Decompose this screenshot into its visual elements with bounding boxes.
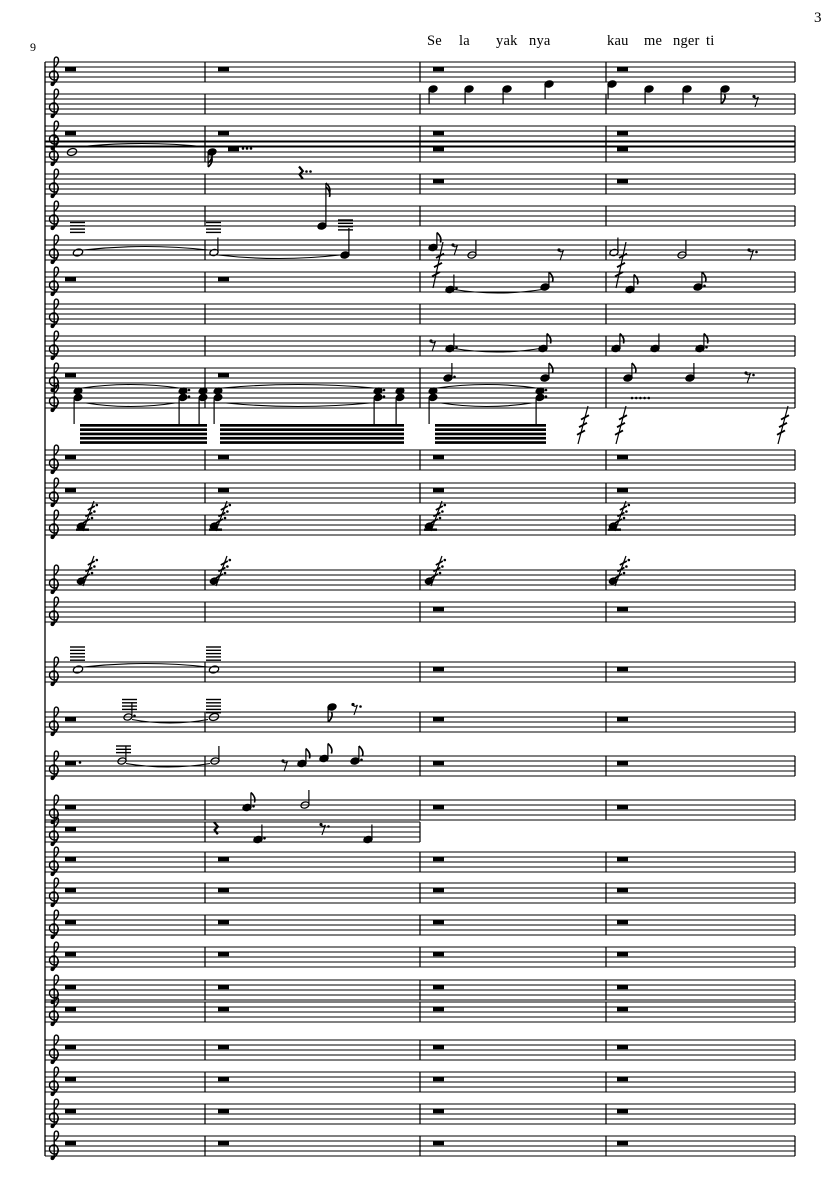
staff-9	[45, 299, 795, 328]
staff-17	[45, 597, 795, 626]
staff-29	[45, 1035, 795, 1064]
staff-13	[45, 445, 795, 474]
staff-2	[45, 80, 795, 118]
staff-24	[45, 878, 795, 907]
staff-19	[45, 700, 795, 737]
lyric-syllable: la	[459, 33, 470, 49]
staff-28	[45, 997, 795, 1026]
staff-27	[45, 975, 795, 1004]
staff-18	[45, 647, 795, 686]
staff-16	[45, 556, 795, 594]
staff-14	[45, 478, 795, 507]
staff-32	[45, 1131, 795, 1160]
staff-5	[45, 167, 795, 199]
lyric-syllable: me	[644, 33, 663, 49]
staff-22	[45, 817, 420, 846]
staff-21	[45, 790, 795, 824]
lyric-syllable: yak	[496, 33, 518, 49]
lyric-syllable: nya	[529, 33, 551, 49]
page-number: 3	[814, 10, 822, 26]
lyric-syllable: ti	[706, 33, 715, 49]
staff-31	[45, 1099, 795, 1128]
lyric-syllable: nger	[673, 33, 700, 49]
staff-7	[45, 220, 795, 264]
staff-26	[45, 942, 795, 971]
staff-20	[45, 744, 795, 781]
lyric-syllable: kau	[607, 33, 629, 49]
staff-25	[45, 910, 795, 939]
staff-4	[45, 137, 795, 167]
lyric-syllable: Se	[427, 33, 442, 49]
staff-1	[45, 57, 795, 86]
staff-12	[45, 383, 795, 444]
staff-15	[45, 501, 795, 539]
staff-10	[45, 331, 795, 360]
staff-23	[45, 847, 795, 876]
staff-30	[45, 1067, 795, 1096]
measure-number: 9	[30, 40, 36, 54]
